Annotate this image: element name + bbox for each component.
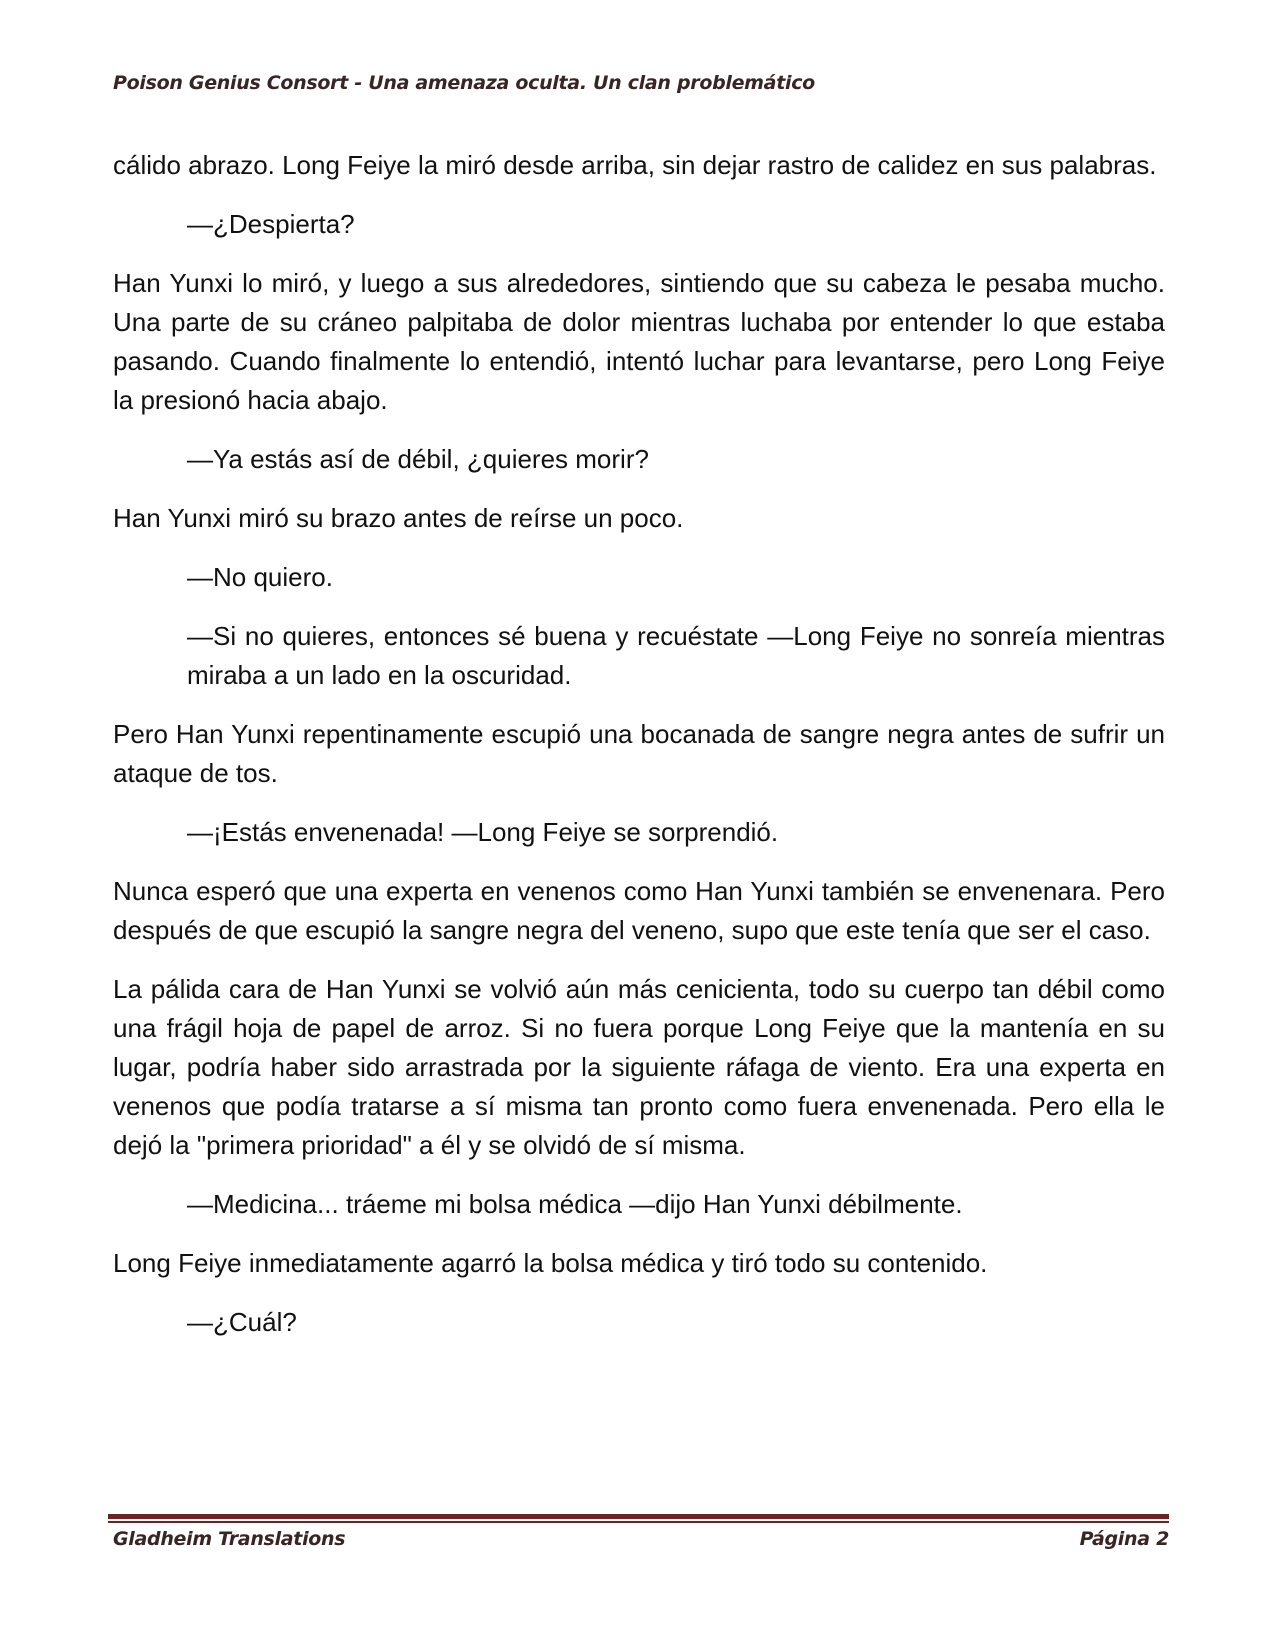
paragraph: Long Feiye inmediatamente agarró la bolsa médica y tiró todo su contenido. xyxy=(113,1248,988,1278)
dialogue-line: —Medicina... tráeme mi bolsa médica —dijo Han Yunxi débilmente. xyxy=(187,1189,963,1219)
paragraph: Nunca esperó que una experta en venenos como Han Yunxi también se envenenara. Pero después de que escupió la sangre negra del veneno, supo que este tenía que ser el caso. xyxy=(113,876,1165,945)
paragraph: La pálida cara de Han Yunxi se volvió aún más cenicienta, todo su cuerpo tan débil como una frágil hoja de papel de arroz. Si no fuera porque Long Feiye que la mantenía en su lugar, podría haber sido arrastrada por la siguiente ráfaga de viento. Era una experta en venenos que podía tratarse a sí misma tan pronto como fuera envenenada. Pero ella le dejó la "primera prioridad" a él y se olvidó de sí misma. xyxy=(113,974,1165,1160)
dialogue-line: —No quiero. xyxy=(187,562,333,592)
dialogue-line: —¿Cuál? xyxy=(187,1307,297,1337)
page-body xyxy=(113,146,1165,1362)
footer-divider-thin xyxy=(108,1521,1169,1523)
paragraph: Han Yunxi miró su brazo antes de reírse un poco. xyxy=(113,503,684,533)
dialogue-line: —¿Despierta? xyxy=(187,209,355,239)
footer-divider-thick xyxy=(108,1514,1169,1519)
footer-credit: Gladheim Translations xyxy=(113,1528,346,1550)
dialogue-line: —Si no quieres, entonces sé buena y recuéstate —Long Feiye no sonreía mientras miraba a un lado en la oscuridad. xyxy=(187,621,1165,690)
dialogue-line: —Ya estás así de débil, ¿quieres morir? xyxy=(187,444,649,474)
dialogue-line: —¡Estás envenenada! —Long Feiye se sorprendió. xyxy=(187,817,779,847)
paragraph: Han Yunxi lo miró, y luego a sus alrededores, sintiendo que su cabeza le pesaba mucho. Una parte de su cráneo palpitaba de dolor mientras luchaba por entender lo que estaba pasando. Cuando finalmente lo entendió, intentó luchar para levantarse, pero Long Feiye la presionó hacia abajo. xyxy=(113,268,1165,415)
page-number: Página 2 xyxy=(1079,1528,1169,1550)
paragraph: Pero Han Yunxi repentinamente escupió una bocanada de sangre negra antes de sufrir un ataque de tos. xyxy=(113,719,1165,788)
paragraph: cálido abrazo. Long Feiye la miró desde arriba, sin dejar rastro de calidez en sus palabras. xyxy=(113,150,1157,180)
running-header: Poison Genius Consort - Una amenaza oculta. Un clan problemático xyxy=(113,72,815,94)
